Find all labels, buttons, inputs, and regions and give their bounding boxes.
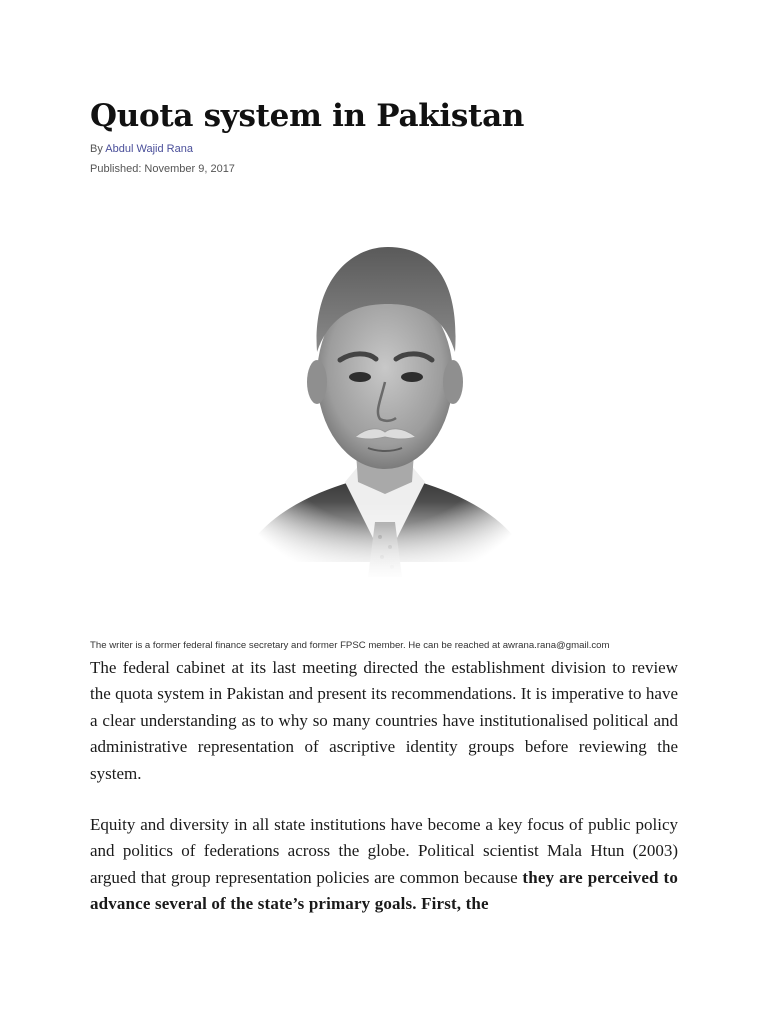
image-caption: The writer is a former federal finance secretary and former FPSC member. He can be reached at awrana.rana@gmail.com [90, 640, 610, 651]
paragraph-1: The federal cabinet at its last meeting directed the establishment division to review the quota system in Pakistan and present its recommendations. It is imperative to have a clear understanding as to why so many countries have institutionalised political and administrative representation of ascriptive identity groups before reviewing the system. [90, 658, 678, 783]
paragraph-2 [90, 812, 678, 918]
author-portrait [220, 232, 550, 587]
byline [90, 142, 193, 156]
paragraph-2-regular: Equity and diversity in all state institutions have become a key focus of public policy and politics of federations across the globe. Political scientist Mala Htun (2003) argued that group representation policies are common because [90, 815, 678, 887]
paragraph-2-bold: they are perceived to advance several of the state’s primary goals. First, the [90, 867, 678, 914]
byline-prefix: By [90, 143, 106, 155]
author-link[interactable]: Abdul Wajid Rana [105, 143, 193, 155]
published-date: Published: November 9, 2017 [90, 163, 235, 175]
article-title: Quota system in Pakistan [90, 98, 525, 134]
